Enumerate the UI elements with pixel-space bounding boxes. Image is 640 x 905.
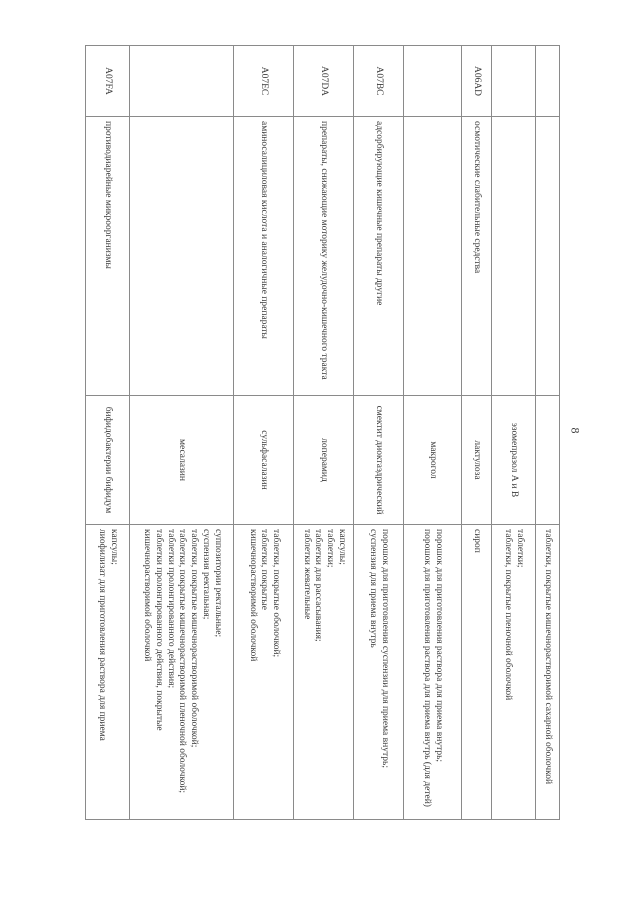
- table-row: [86, 46, 130, 820]
- dosage-form-line: таблетки, покрытые кишечнорастворимой оболочкой;: [189, 529, 200, 748]
- pharmacological-group-cell: препараты, снижающие моторику желудочно-кишечного тракта: [294, 117, 354, 396]
- atc-code-cell: A07EC: [234, 46, 294, 117]
- drug-name-cell: [536, 396, 560, 525]
- atc-code-cell: A06AD: [462, 46, 492, 117]
- dosage-form-line: таблетки, покрытые оболочкой;: [271, 529, 282, 658]
- pharmacological-group-cell: осмотические слабительные средства: [462, 117, 492, 396]
- dosage-form-line: суппозитории ректальные;: [213, 529, 224, 638]
- dosage-form-line: порошок для приготовления раствора для приема внутрь;: [434, 529, 445, 763]
- dosage-form-line: суспензия ректальная;: [201, 529, 212, 620]
- drug-name-cell: лактулоза: [462, 396, 492, 525]
- dosage-form-line: таблетки;: [515, 529, 526, 568]
- dosage-form-line: суспензия для приема внутрь: [368, 529, 379, 648]
- page-number: 8: [568, 427, 583, 434]
- dosage-forms-cell: [462, 525, 492, 820]
- dosage-form-line: капсулы;: [337, 529, 348, 565]
- drug-name-cell: эзомепразол A и B: [492, 396, 536, 525]
- dosage-forms-cell: [86, 525, 130, 820]
- dosage-form-line: порошок для приготовления суспензии для приема внутрь;: [380, 529, 391, 768]
- dosage-form-line: сироп: [472, 529, 483, 553]
- dosage-form-line: капсулы;: [109, 529, 120, 565]
- drug-name-cell: бифидобактерии бифидум: [86, 396, 130, 525]
- dosage-forms-cell: [130, 525, 234, 820]
- drug-name-cell: смектит диоктаэдрический: [354, 396, 404, 525]
- drug-list-table: [85, 45, 560, 820]
- table-row: [536, 46, 560, 820]
- dosage-forms-cell: [536, 525, 560, 820]
- table-row: [404, 46, 462, 820]
- dosage-form-line: таблетки для рассасывания;: [313, 529, 324, 642]
- table-row: [130, 46, 234, 820]
- dosage-form-line: таблетки;: [325, 529, 336, 568]
- atc-code-cell: [536, 46, 560, 117]
- atc-code-cell: [404, 46, 462, 117]
- pharmacological-group-cell: адсорбирующие кишечные препараты другие: [354, 117, 404, 396]
- table-row: [354, 46, 404, 820]
- drug-name-cell: сульфасалазин: [234, 396, 294, 525]
- atc-code-cell: A07BC: [354, 46, 404, 117]
- pharmacological-group-cell: [404, 117, 462, 396]
- dosage-form-line: таблетки, покрытые кишечнорастворимой пленочной оболочкой;: [177, 529, 188, 794]
- pharmacological-group-cell: аминосалициловая кислота и аналогичные препараты: [234, 117, 294, 396]
- dosage-form-line: лиофилизат для приготовления раствора для приема: [97, 529, 108, 741]
- pharmacological-group-cell: [536, 117, 560, 396]
- atc-code-cell: [492, 46, 536, 117]
- dosage-form-line: кишечнорастворимой оболочкой: [247, 529, 258, 662]
- dosage-form-line: таблетки пролонгированного действия;: [165, 529, 176, 689]
- dosage-forms-cell: [354, 525, 404, 820]
- table-row: [462, 46, 492, 820]
- dosage-form-line: таблетки, покрытые: [259, 529, 270, 610]
- dosage-forms-cell: [294, 525, 354, 820]
- dosage-form-line: таблетки пролонгированного действия, покрытые кишечнорастворимой оболочкой: [141, 529, 164, 731]
- drug-name-cell: лоперамид: [294, 396, 354, 525]
- drug-name-cell: месалазин: [130, 396, 234, 525]
- rotated-table-container: [97, 45, 560, 820]
- table-row: [234, 46, 294, 820]
- table-row: [294, 46, 354, 820]
- atc-code-cell: A07DA: [294, 46, 354, 117]
- dosage-form-line: таблетки, покрытые пленочной оболочкой: [503, 529, 514, 701]
- dosage-form-line: таблетки, покрытые кишечнорастворимой сахарной оболочкой: [543, 529, 554, 785]
- table-row: [492, 46, 536, 820]
- atc-code-cell: [130, 46, 234, 117]
- dosage-forms-cell: [404, 525, 462, 820]
- dosage-forms-cell: [234, 525, 294, 820]
- pharmacological-group-cell: противодиарейные микроорганизмы: [86, 117, 130, 396]
- pharmacological-group-cell: [130, 117, 234, 396]
- dosage-form-line: порошок для приготовления раствора для приема внутрь (для детей): [422, 529, 433, 807]
- dosage-forms-cell: [492, 525, 536, 820]
- pharmacological-group-cell: [492, 117, 536, 396]
- drug-name-cell: макрогол: [404, 396, 462, 525]
- dosage-form-line: таблетки жевательные: [301, 529, 312, 620]
- atc-code-cell: A07FA: [86, 46, 130, 117]
